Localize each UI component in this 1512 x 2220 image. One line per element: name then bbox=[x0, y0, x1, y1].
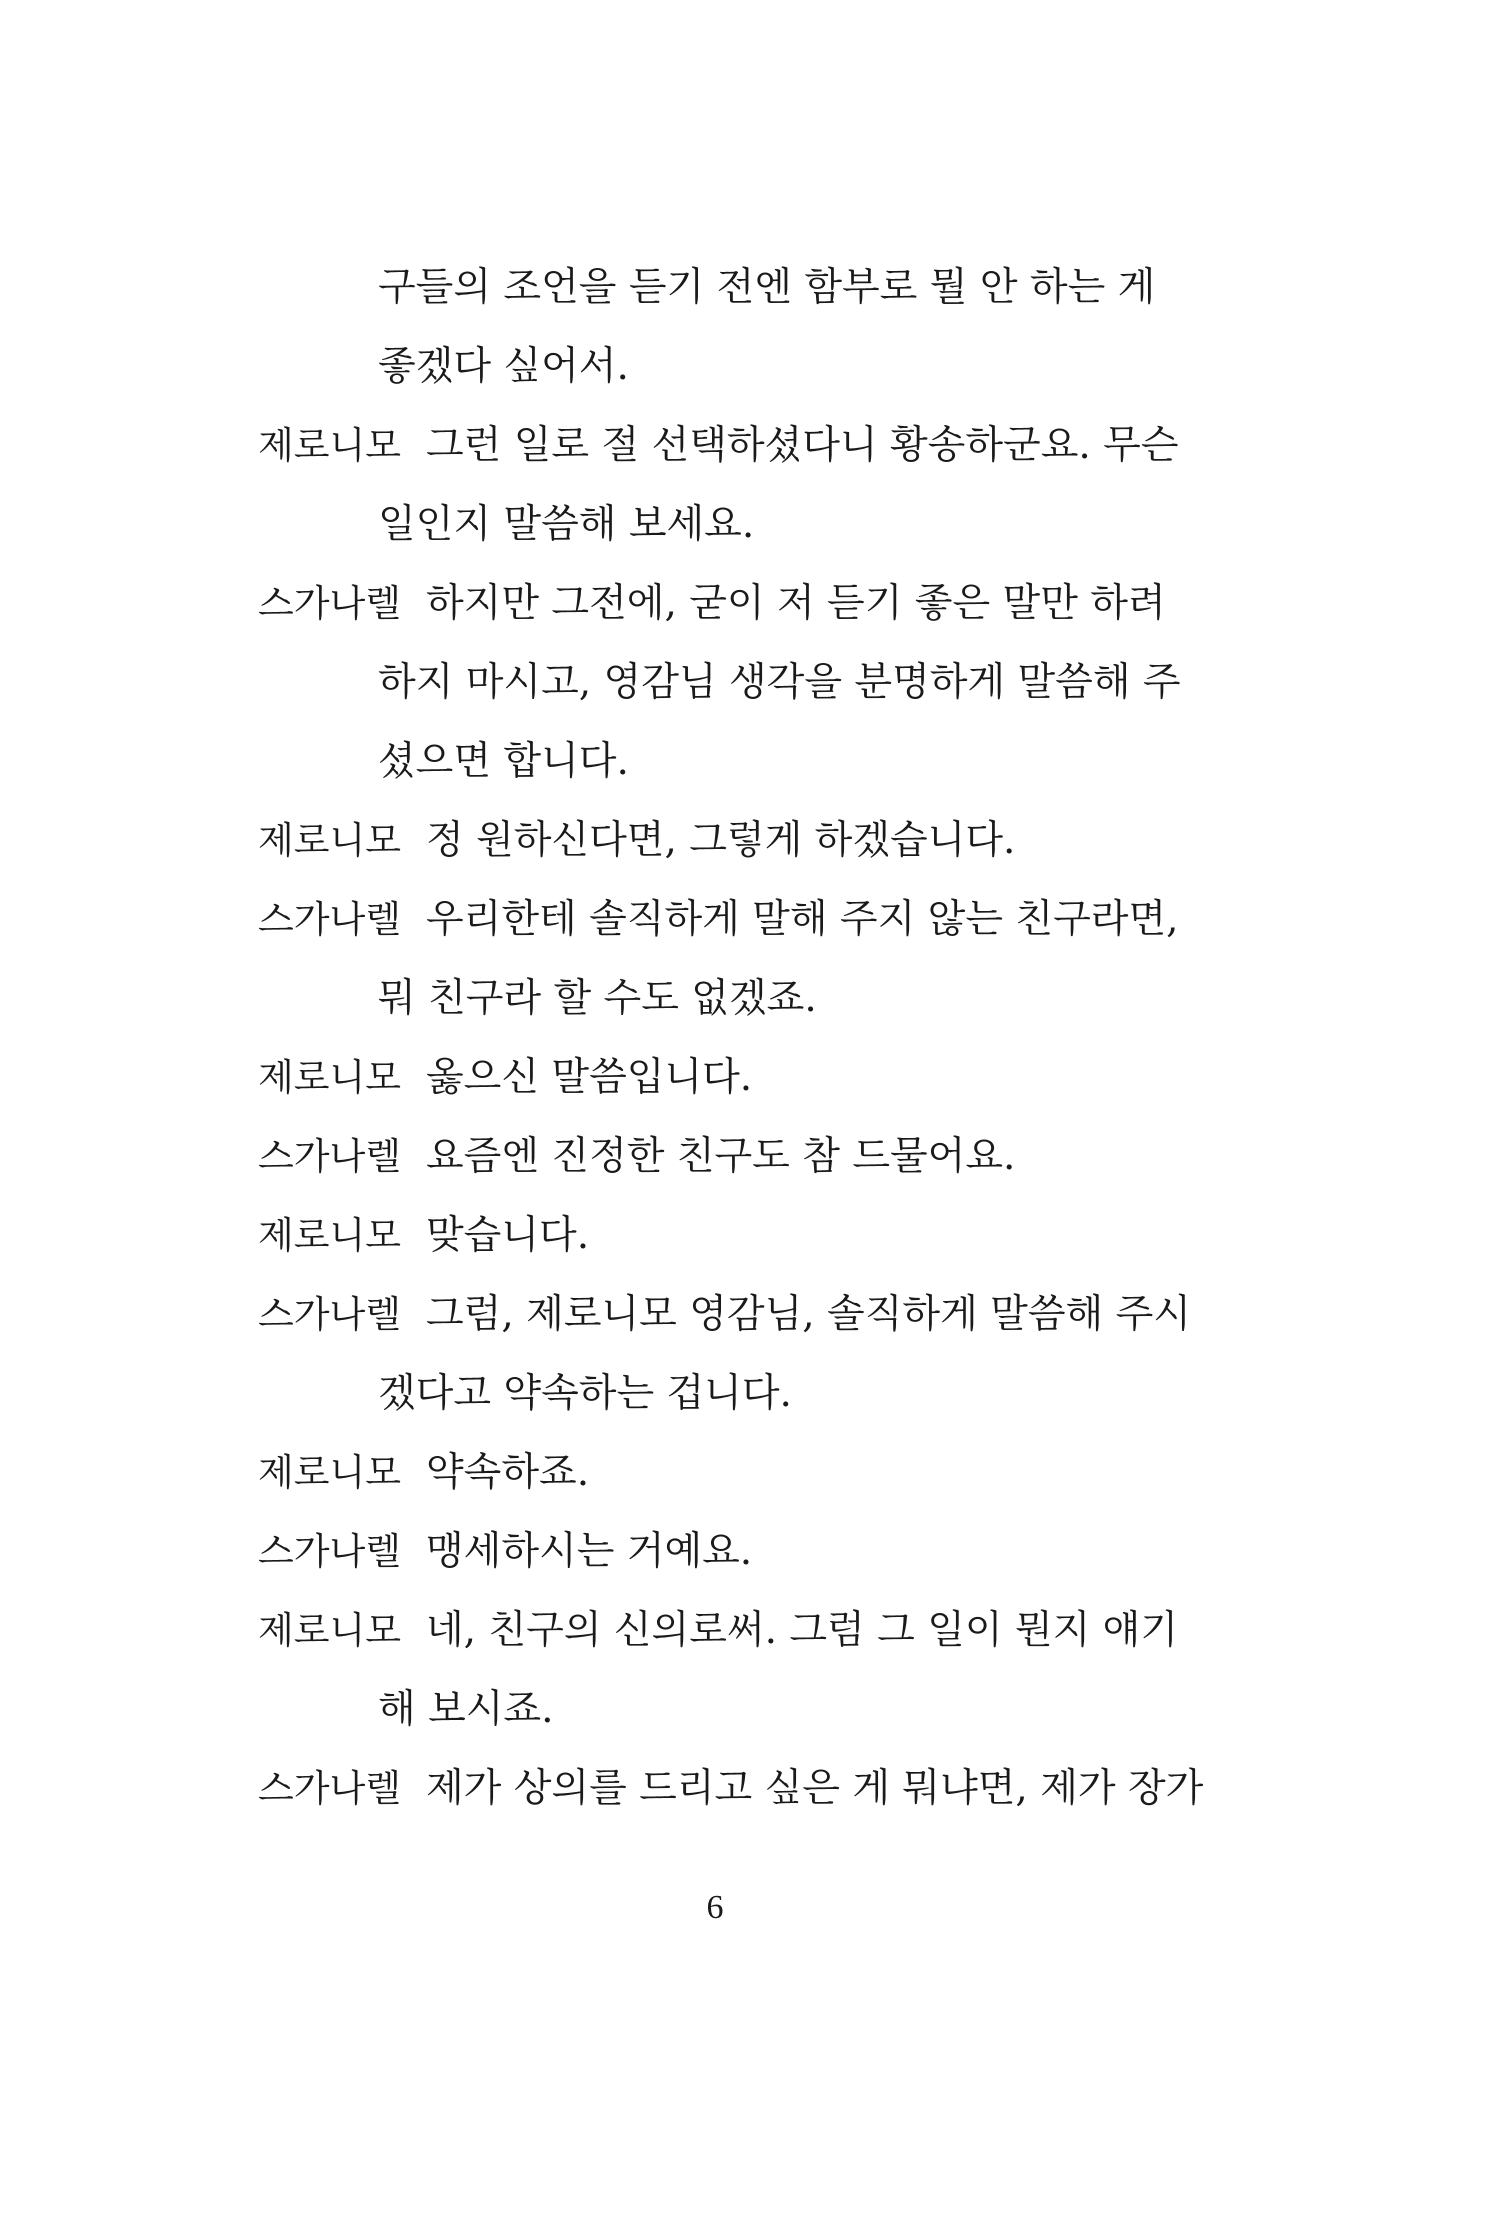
dialogue-line bbox=[258, 1117, 1178, 1196]
line-text: 요즘엔 진정한 친구도 참 드물어요. bbox=[426, 1134, 1016, 1179]
dialogue-line bbox=[258, 1670, 1178, 1749]
line-text: 일인지 말씀해 보세요. bbox=[378, 502, 755, 547]
dialogue-line bbox=[258, 1433, 1178, 1512]
dialogue-line bbox=[258, 722, 1178, 801]
line-text: 겠다고 약속하는 겁니다. bbox=[378, 1371, 792, 1416]
dialogue-line bbox=[258, 801, 1178, 880]
dialogue-line bbox=[258, 1196, 1178, 1275]
line-text: 네, 친구의 신의로써. 그럼 그 일이 뭔지 얘기 bbox=[426, 1608, 1179, 1653]
line-text: 옳으신 말씀입니다. bbox=[426, 1055, 753, 1100]
line-text: 셨으면 합니다. bbox=[378, 739, 629, 784]
dialogue-line bbox=[258, 959, 1178, 1038]
speaker-name: 스가나렐 bbox=[258, 1767, 401, 1810]
dialogue-line bbox=[258, 485, 1178, 564]
line-text: 정 원하신다면, 그렇게 하겠습니다. bbox=[426, 818, 1016, 863]
speaker-name: 스가나렐 bbox=[258, 1293, 401, 1336]
dialogue-text bbox=[258, 248, 1204, 1828]
dialogue-line bbox=[258, 564, 1178, 643]
dialogue-line bbox=[258, 1038, 1178, 1117]
dialogue-line bbox=[258, 1354, 1178, 1433]
speaker-name: 스가나렐 bbox=[258, 582, 401, 625]
line-text: 맞습니다. bbox=[426, 1213, 590, 1258]
line-text: 맹세하시는 거예요. bbox=[426, 1529, 753, 1574]
speaker-name: 제로니모 bbox=[258, 1214, 401, 1257]
line-text: 뭐 친구라 할 수도 없겠죠. bbox=[378, 976, 817, 1021]
line-text: 제가 상의를 드리고 싶은 게 뭐냐면, 제가 장가 bbox=[426, 1766, 1204, 1811]
dialogue-line bbox=[258, 327, 1178, 406]
dialogue-line bbox=[258, 248, 1178, 327]
line-text: 그런 일로 절 선택하셨다니 황송하군요. 무슨 bbox=[426, 423, 1179, 468]
line-text: 해 보시죠. bbox=[378, 1687, 554, 1732]
speaker-name: 제로니모 bbox=[258, 424, 401, 467]
speaker-name: 제로니모 bbox=[258, 1609, 401, 1652]
line-text: 구들의 조언을 듣기 전엔 함부로 뭘 안 하는 게 bbox=[378, 265, 1156, 310]
speaker-name: 스가나렐 bbox=[258, 1530, 401, 1573]
line-text: 하지만 그전에, 굳이 저 듣기 좋은 말만 하려 bbox=[426, 581, 1166, 626]
dialogue-line bbox=[258, 880, 1178, 959]
dialogue-line bbox=[258, 1591, 1178, 1670]
line-text: 우리한테 솔직하게 말해 주지 않는 친구라면, bbox=[426, 897, 1179, 942]
line-text: 하지 마시고, 영감님 생각을 분명하게 말씀해 주 bbox=[378, 660, 1181, 705]
line-text: 그럼, 제로니모 영감님, 솔직하게 말씀해 주시 bbox=[426, 1292, 1191, 1337]
dialogue-line bbox=[258, 406, 1178, 485]
line-text: 좋겠다 싶어서. bbox=[378, 344, 629, 389]
speaker-name: 제로니모 bbox=[258, 1451, 401, 1494]
dialogue-line bbox=[258, 1512, 1178, 1591]
speaker-name: 스가나렐 bbox=[258, 898, 401, 941]
dialogue-line bbox=[258, 643, 1181, 722]
speaker-name: 제로니모 bbox=[258, 1056, 401, 1099]
page-number: 6 bbox=[706, 1889, 724, 1926]
line-text: 약속하죠. bbox=[426, 1450, 590, 1495]
speaker-name: 제로니모 bbox=[258, 819, 401, 862]
speaker-name: 스가나렐 bbox=[258, 1135, 401, 1178]
dialogue-line bbox=[258, 1749, 1204, 1828]
dialogue-line bbox=[258, 1275, 1191, 1354]
